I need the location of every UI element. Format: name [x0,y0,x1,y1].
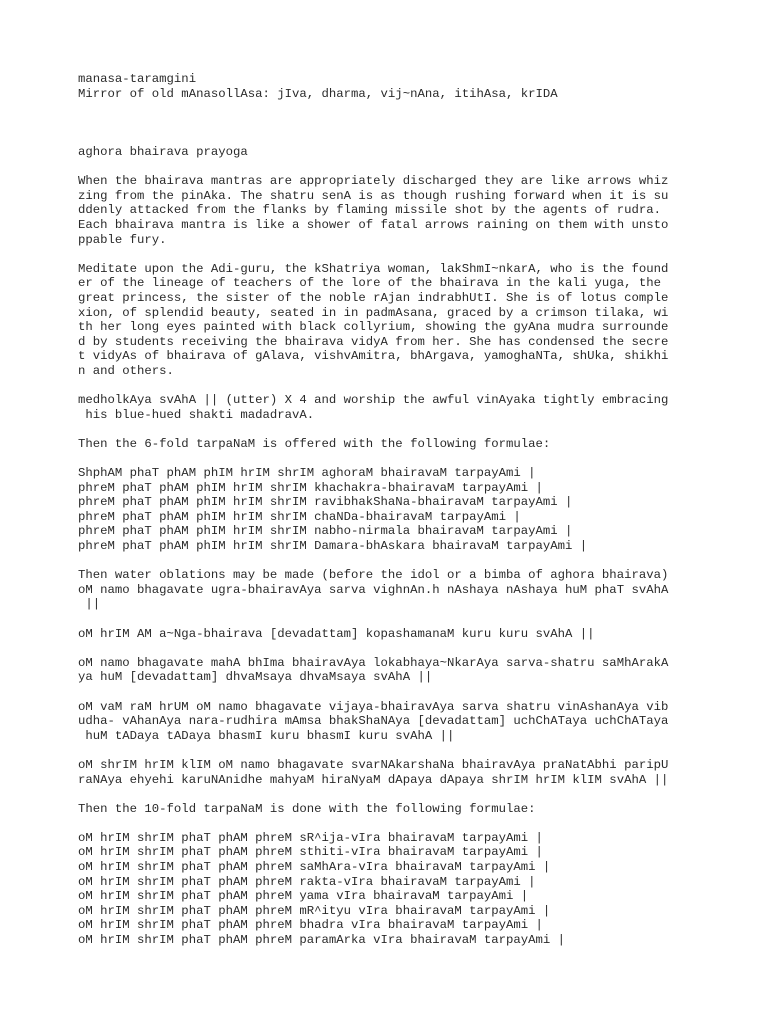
text-line: ya huM [devadattam] dhvaMsaya dhvaMsaya svAhA || [78,670,433,685]
text-line: his blue-hued shakti madadravA. [78,407,315,422]
spacer [78,378,758,393]
mantra-bhima-bhairava [78,656,758,685]
spacer [78,451,758,466]
text-line: er of the lineage of teachers of the lore of the bhairava in the kali yuga, the [78,276,661,291]
paragraph-intro [78,174,758,247]
formula-line: oM hrIM shrIM phaT phAM phreM bhadra vIra bhairavaM tarpayAmi | [78,918,543,933]
paragraph-medholkaya [78,393,758,422]
text-line: th her long eyes painted with black collyrium, showing the gyAna mudra surrounde [78,320,669,335]
text-line: ddenly attacked from the flanks by flaming missile shot by the agents of rudra. [78,203,661,218]
text-line: || [78,597,101,612]
formulae-6fold-list [78,466,758,554]
formula-line: oM hrIM shrIM phaT phAM phreM sthiti-vIra bhairavaM tarpayAmi | [78,845,543,860]
text-line: raNAya ehyehi karuNAnidhe mahyaM hiraNyaM dApaya dApaya shrIM hrIM klIM svAhA || [78,772,669,787]
formula-line: phreM phaT phAM phIM hrIM shrIM ravibhakShaNa-bhairavaM tarpayAmi | [78,495,573,510]
text-line: Meditate upon the Adi-guru, the kShatriya woman, lakShmI~nkarA, who is the found [78,261,669,276]
text-line: oM shrIM hrIM klIM oM namo bhagavate svarNAkarshaNa bhairavAya praNatAbhi paripU [78,757,669,772]
post-title: aghora bhairava prayoga [78,144,248,159]
text-line: oM namo bhagavate ugra-bhairavAya sarva vighnAn.h nAshaya nAshaya huM phaT svAhA [78,582,669,597]
spacer [78,422,758,437]
text-line: n and others. [78,363,174,378]
formula-line: oM hrIM shrIM phaT phAM phreM paramArka vIra bhairavaM tarpayAmi | [78,933,566,948]
spacer [78,247,758,262]
paragraph-water-oblations [78,568,758,612]
spacer [78,743,758,758]
text-line: oM namo bhagavate mahA bhIma bhairavAya lokabhaya~NkarAya sarva-shatru saMhArakA [78,655,669,670]
text-line: ppable fury. [78,232,167,247]
formula-line: oM hrIM shrIM phaT phAM phreM sR^ija-vIra bhairavaM tarpayAmi | [78,830,543,845]
formula-line: phreM phaT phAM phIM hrIM shrIM khachakra-bhairavaM tarpayAmi | [78,480,543,495]
text-line: When the bhairava mantras are appropriately discharged they are like arrows whiz [78,174,669,189]
site-subtitle: Mirror of old mAnasollAsa: jIva, dharma, vij~nAna, itihAsa, krIDA [78,86,558,101]
spacer [78,685,758,700]
site-title: manasa-taramgini [78,72,197,86]
formulae-10fold-list [78,831,758,948]
paragraph-meditation [78,262,758,379]
formula-line: phreM phaT phAM phIM hrIM shrIM Damara-bhAskara bhairavaM tarpayAmi | [78,539,588,554]
formula-line: oM hrIM shrIM phaT phAM phreM rakta-vIra bhairavaM tarpayAmi | [78,874,536,889]
text-line: Then water oblations may be made (before the idol or a bimba of aghora bhairava) [78,568,669,583]
mantra-svarnakarshana-bhairava [78,758,758,787]
formula-line: ShphAM phaT phAM phIM hrIM shrIM aghoraM bhairavaM tarpayAmi | [78,466,536,481]
formula-line: phreM phaT phAM phIM hrIM shrIM chaNDa-bhairavaM tarpayAmi | [78,509,521,524]
paragraph-10fold-intro: Then the 10-fold tarpaNaM is done with the following formulae: [78,801,536,816]
formula-line: oM hrIM shrIM phaT phAM phreM yama vIra bhairavaM tarpayAmi | [78,889,529,904]
document-page [78,72,758,948]
formula-line: phreM phaT phAM phIM hrIM shrIM nabho-nirmala bhairavaM tarpayAmi | [78,524,573,539]
spacer [78,554,758,569]
formula-line: oM hrIM shrIM phaT phAM phreM saMhAra-vIra bhairavaM tarpayAmi | [78,860,551,875]
text-line: oM vaM raM hrUM oM namo bhagavate vijaya-bhairavAya sarva shatru vinAshanAya vib [78,699,669,714]
text-line: huM tADaya tADaya bhasmI kuru bhasmI kuru svAhA || [78,728,455,743]
text-line: xion, of splendid beauty, seated in in padmAsana, graced by a crimson tilaka, wi [78,305,669,320]
spacer [78,641,758,656]
spacer [78,612,758,627]
spacer [78,816,758,831]
text-line: t vidyAs of bhairava of gAlava, vishvAmitra, bhArgava, yamoghaNTa, shUka, shikhi [78,349,669,364]
spacer [78,101,758,145]
text-line: great princess, the sister of the noble rAjan indrabhUtI. She is of lotus comple [78,290,669,305]
spacer [78,160,758,175]
spacer [78,787,758,802]
text-line: d by students receiving the bhairava vidyA from her. She has condensed the secre [78,334,669,349]
formula-line: oM hrIM shrIM phaT phAM phreM mR^ityu vIra bhairavaM tarpayAmi | [78,903,551,918]
mantra-vijaya-bhairava [78,700,758,744]
text-line: udha- vAhanAya nara-rudhira mAmsa bhakShaNAya [devadattam] uchChATaya uchChATaya [78,714,669,729]
text-line: Each bhairava mantra is like a shower of fatal arrows raining on them with unsto [78,217,669,232]
text-line: medholkAya svAhA || (utter) X 4 and worship the awful vinAyaka tightly embracing [78,393,669,408]
text-line: zing from the pinAka. The shatru senA is as though rushing forward when it is su [78,188,669,203]
mantra-anga-bhairava: oM hrIM AM a~Nga-bhairava [devadattam] kopashamanaM kuru kuru svAhA || [78,626,595,641]
paragraph-6fold-intro: Then the 6-fold tarpaNaM is offered with the following formulae: [78,436,551,451]
